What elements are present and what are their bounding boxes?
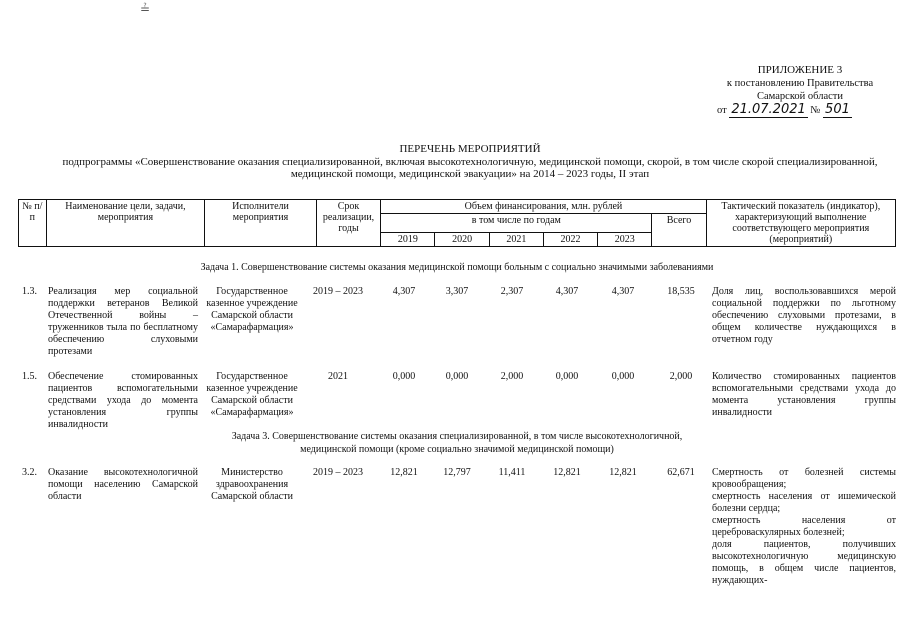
row-2022: 4,307 (555, 286, 579, 297)
row-total: 18,535 (667, 286, 695, 297)
row-2023: 0,000 (611, 371, 635, 382)
col-year-2022: 2022 (543, 233, 597, 247)
row-name: Оказание высокотехнологичной помощи населению Самарской области (48, 467, 198, 502)
task-3-heading-line2: медицинской помощи (кроме социально значимой медицинской помощи) (300, 444, 614, 455)
row-total: 62,671 (667, 467, 695, 478)
table-header (18, 199, 896, 247)
indicator-item: смертность населения от ишемической болезни сердца; (712, 491, 896, 514)
row-term: 2021 (328, 371, 348, 382)
date-prefix: от (717, 105, 727, 116)
col-year-2021: 2021 (489, 233, 543, 247)
document-title: ПЕРЕЧЕНЬ МЕРОПРИЯТИЙ (399, 143, 541, 155)
col-funding: Объем финансирования, млн. рублей (381, 200, 706, 214)
col-executor: Исполнители мероприятия (205, 200, 317, 247)
row-executor: Министерство здравоохранения Самарской области (211, 467, 293, 502)
appendix-date-line (705, 103, 895, 117)
row-term: 2019 – 2023 (313, 286, 363, 297)
row-2023: 4,307 (611, 286, 635, 297)
row-executor: Государственное казенное учреждение Самарской области «Самарафармация» (206, 286, 298, 333)
row-indicator: Количество стомированных пациентов вспомогательными средствами ухода до момента установления группы инвалидности (712, 371, 896, 418)
col-term: Срок реализации, годы (316, 200, 380, 247)
row-name: Обеспечение стомированных пациентов вспомогательными средствами ухода до момента установления группы инвалидности (48, 371, 198, 430)
row-indicator (712, 467, 896, 587)
document-title-block (40, 143, 900, 181)
appendix-title: ПРИЛОЖЕНИЕ 3 (757, 64, 843, 76)
row-executor: Государственное казенное учреждение Самарской области «Самарафармация» (206, 371, 298, 418)
col-year-2020: 2020 (435, 233, 489, 247)
col-num: № п/п (19, 200, 47, 247)
col-year-2023: 2023 (598, 233, 652, 247)
row-name: Реализация мер социальной поддержки ветеранов Великой Отечественной войны – труженников тыла по бесплатному обеспечению слуховыми протезами (48, 286, 198, 357)
row-num: 1.5. (22, 371, 37, 382)
row-2021: 11,411 (498, 467, 526, 478)
appendix-line1: к постановлению Правительства (726, 78, 874, 89)
appendix-block (705, 64, 895, 117)
scan-mark: ≟ (140, 2, 151, 16)
row-2020: 12,797 (443, 467, 471, 478)
col-year-2019: 2019 (381, 233, 435, 247)
document-subtitle-1: подпрограммы «Совершенствование оказания специализированной, включая высокотехнологичную, медицинской помощи, скорой, в том числе скорой специализированной, (62, 155, 878, 168)
row-2020: 0,000 (445, 371, 469, 382)
col-by-year: в том числе по годам (381, 214, 652, 233)
indicator-item: смертность населения от цереброваскулярных болезней; (712, 515, 896, 538)
row-indicator: Доля лиц, воспользовавшихся мерой социальной поддержки по льготному обеспечению слуховыми протезами, в общем количестве нуждающихся в отчетном году (712, 286, 896, 345)
row-2020: 3,307 (445, 286, 469, 297)
row-total: 2,000 (669, 371, 693, 382)
task-3-heading-line1: Задача 3. Совершенствование системы оказания специализированной, в том числе высокотехнологичной, (231, 431, 683, 442)
col-name: Наименование цели, задачи, мероприятия (46, 200, 205, 247)
row-2022: 0,000 (555, 371, 579, 382)
row-2019: 4,307 (392, 286, 416, 297)
row-2022: 12,821 (553, 467, 581, 478)
col-total: Всего (652, 214, 706, 247)
row-num: 1.3. (22, 286, 37, 297)
indicator-item: доля пациентов, получивших высокотехнологичную медицинскую помощь, в общем числе пациентов, нуждающих- (712, 539, 896, 586)
row-2021: 2,307 (500, 286, 524, 297)
indicator-item: Смертность от болезней системы кровообращения; (712, 467, 896, 490)
task-1-heading: Задача 1. Совершенствование системы оказания медицинской помощи больным с социально значимыми заболеваниями (200, 262, 714, 273)
row-num: 3.2. (22, 467, 37, 478)
row-2021: 2,000 (500, 371, 524, 382)
document-subtitle-2: медицинской помощи, медицинской эвакуации» на 2014 – 2023 годы, II этап (290, 168, 650, 180)
row-2019: 0,000 (392, 371, 416, 382)
row-2019: 12,821 (390, 467, 418, 478)
appendix-line2: Самарской области (757, 91, 843, 102)
number-value: 501 (825, 102, 850, 117)
number-prefix: № (810, 105, 821, 116)
col-indicator: Тактический показатель (индикатор), характеризующий выполнение соответствующего мероприятия (мероприятий) (706, 200, 895, 247)
row-2023: 12,821 (609, 467, 637, 478)
date-value: 21.07.2021 (731, 102, 806, 117)
row-term: 2019 – 2023 (313, 467, 363, 478)
